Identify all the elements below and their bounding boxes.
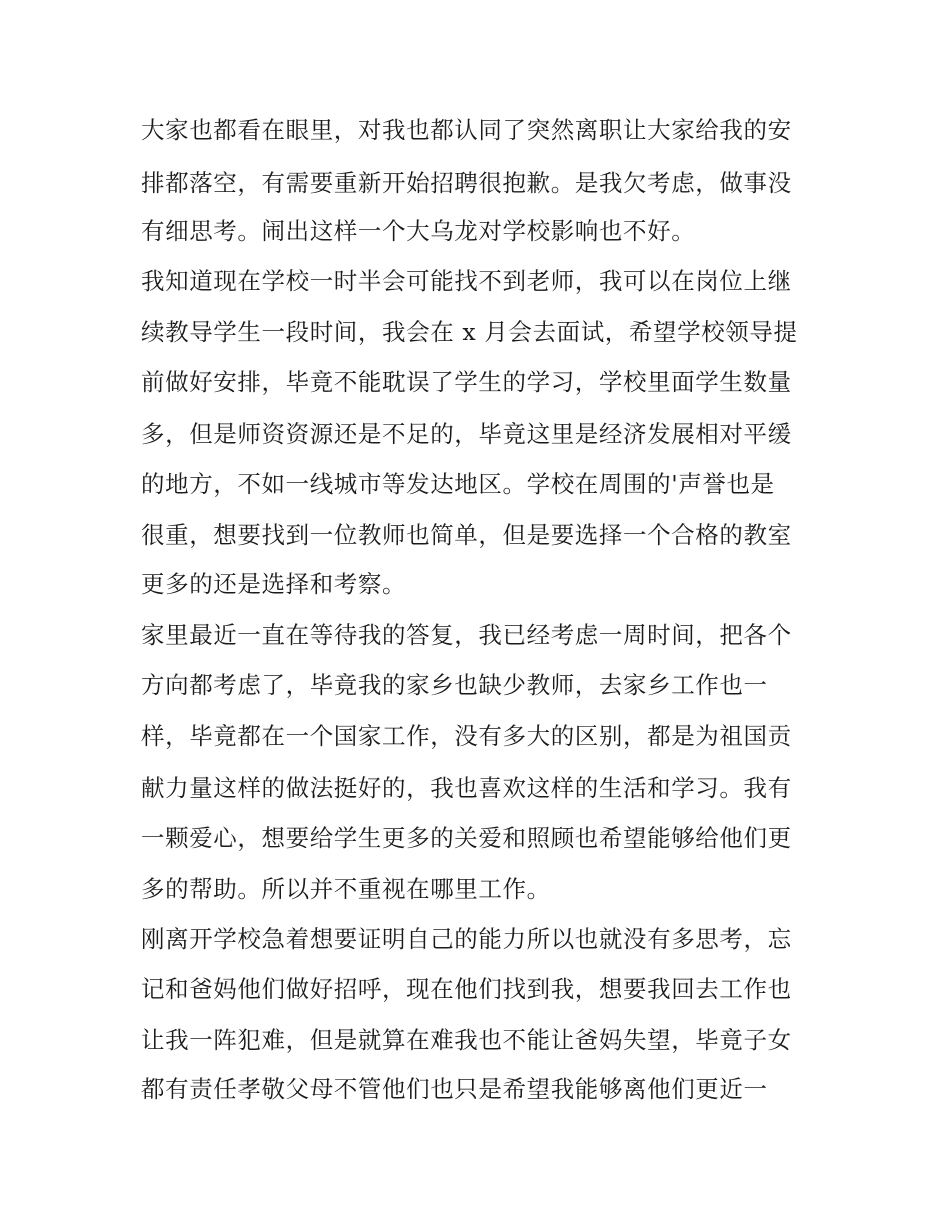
text-line: 排都落空，有需要重新开始招聘很抱歉。是我欠考虑，做事没 xyxy=(141,169,792,197)
text-line: 很重，想要找到一位教师也简单，但是要选择一个合格的教室 xyxy=(141,521,792,549)
text-line: 一颗爱心，想要给学生更多的关爱和照顾也希望能够给他们更 xyxy=(141,824,792,852)
text-line: 大家也都看在眼里，对我也都认同了突然离职让大家给我的安 xyxy=(141,116,792,144)
text-line: 前做好安排，毕竟不能耽误了学生的学习，学校里面学生数量 xyxy=(141,368,792,396)
text-line: 多的帮助。所以并不重视在哪里工作。 xyxy=(141,875,551,903)
text-line: 续教导学生一段时间，我会在 x 月会去面试，希望学校领导提 xyxy=(141,318,798,346)
text-line: 都有责任孝敬父母不管他们也只是希望我能够离他们更近一 xyxy=(141,1075,768,1103)
text-line: 多，但是师资资源还是不足的，毕竟这里是经济发展相对平缓 xyxy=(141,420,792,448)
text-line: 献力量这样的做法挺好的，我也喜欢这样的生活和学习。我有 xyxy=(141,774,792,802)
text-line: 的地方，不如一线城市等发达地区。学校在周围的'声誉也是 xyxy=(141,470,775,498)
text-line: 我知道现在学校一时半会可能找不到老师，我可以在岗位上继 xyxy=(141,267,792,295)
text-line: 让我一阵犯难，但是就算在难我也不能让爸妈失望，毕竟子女 xyxy=(141,1026,792,1054)
text-line: 刚离开学校急着想要证明自己的能力所以也就没有多思考，忘 xyxy=(141,925,792,953)
text-line: 更多的还是选择和考察。 xyxy=(141,570,407,598)
text-line: 有细思考。闹出这样一个大乌龙对学校影响也不好。 xyxy=(141,217,696,245)
text-line: 家里最近一直在等待我的答复，我已经考虑一周时间，把各个 xyxy=(141,621,792,649)
text-line: 记和爸妈他们做好招呼，现在他们找到我，想要我回去工作也 xyxy=(141,975,792,1003)
text-line: 样，毕竟都在一个国家工作，没有多大的区别，都是为祖国贡 xyxy=(141,722,792,750)
text-line: 方向都考虑了，毕竟我的家乡也缺少教师，去家乡工作也一 xyxy=(141,671,768,699)
